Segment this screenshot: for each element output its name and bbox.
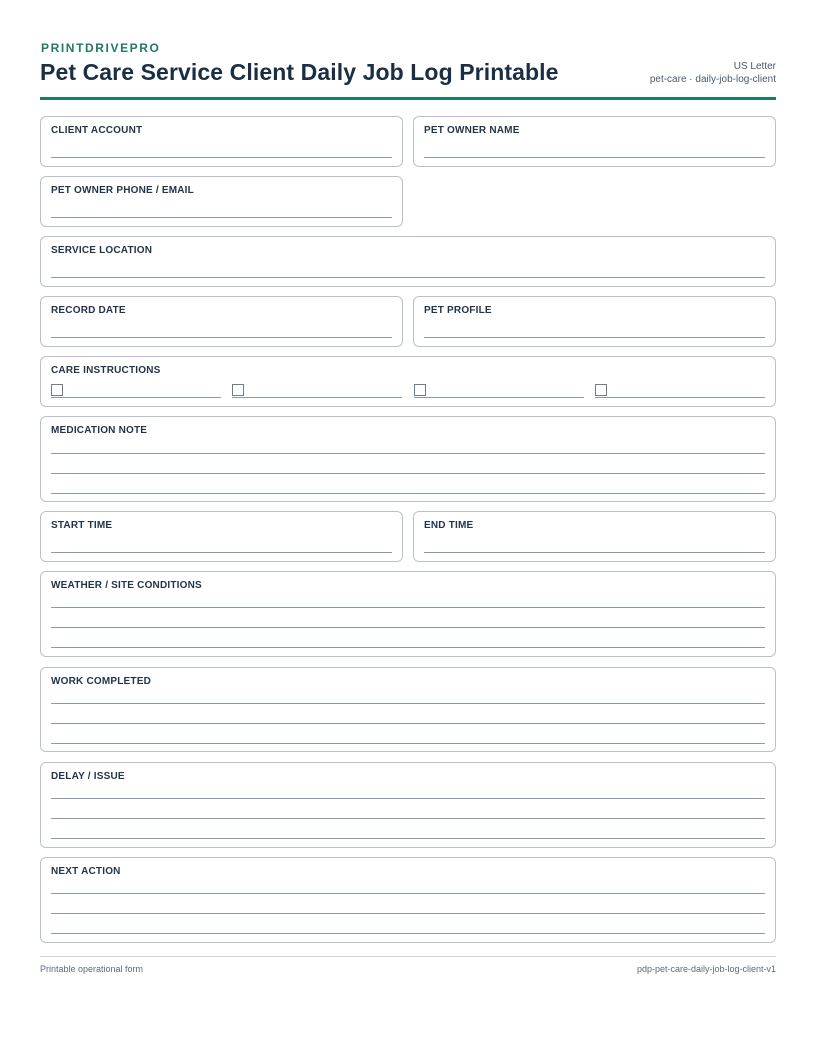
delay-issue-line[interactable] <box>51 818 765 819</box>
pet-profile-input-line[interactable] <box>424 337 765 338</box>
medication-note-line[interactable] <box>51 493 765 494</box>
care-instruction-item <box>232 383 402 398</box>
pet-profile-label: PET PROFILE <box>424 305 492 316</box>
work-completed-label: WORK COMPLETED <box>51 676 152 687</box>
medication-note-line[interactable] <box>51 453 765 454</box>
work-completed-line[interactable] <box>51 743 765 744</box>
next-action-box <box>40 857 776 943</box>
footer-divider <box>40 956 776 957</box>
end-time-input-line[interactable] <box>424 552 765 553</box>
start-time-label: START TIME <box>51 520 113 531</box>
medication-note-label: MEDICATION NOTE <box>51 425 148 436</box>
document-slug: pet-care · daily-job-log-client <box>649 74 776 85</box>
start-time-box <box>40 511 403 562</box>
work-completed-line[interactable] <box>51 703 765 704</box>
client-account-label: CLIENT ACCOUNT <box>51 125 143 136</box>
next-action-line[interactable] <box>51 893 765 894</box>
delay-issue-line[interactable] <box>51 838 765 839</box>
weather-site-label: WEATHER / SITE CONDITIONS <box>51 580 202 591</box>
start-time-input-line[interactable] <box>51 552 392 553</box>
care-instructions-box <box>40 356 776 407</box>
weather-site-line[interactable] <box>51 607 765 608</box>
medication-note-box <box>40 416 776 502</box>
pet-owner-name-box <box>413 116 776 167</box>
delay-issue-label: DELAY / ISSUE <box>51 771 125 782</box>
client-account-box <box>40 116 403 167</box>
brand-name: PRINTDRIVEPRO <box>41 41 161 55</box>
pet-owner-contact-label: PET OWNER PHONE / EMAIL <box>51 185 194 196</box>
care-instruction-checkbox[interactable] <box>414 384 426 396</box>
pet-profile-box <box>413 296 776 347</box>
page-title: Pet Care Service Client Daily Job Log Printable <box>40 59 559 85</box>
pet-owner-contact-input-line[interactable] <box>51 217 392 218</box>
delay-issue-box <box>40 762 776 848</box>
care-instructions-label: CARE INSTRUCTIONS <box>51 365 161 376</box>
paper-size: US Letter <box>733 61 776 72</box>
pet-owner-contact-box <box>40 176 403 227</box>
weather-site-box <box>40 571 776 657</box>
record-date-label: RECORD DATE <box>51 305 126 316</box>
document-meta <box>650 60 776 86</box>
next-action-line[interactable] <box>51 913 765 914</box>
service-location-box <box>40 236 776 287</box>
medication-note-line[interactable] <box>51 473 765 474</box>
care-instruction-item <box>595 383 765 398</box>
work-completed-box <box>40 667 776 752</box>
client-account-input-line[interactable] <box>51 157 392 158</box>
delay-issue-line[interactable] <box>51 798 765 799</box>
weather-site-line[interactable] <box>51 627 765 628</box>
work-completed-line[interactable] <box>51 723 765 724</box>
record-date-box <box>40 296 403 347</box>
service-location-label: SERVICE LOCATION <box>51 245 153 256</box>
next-action-label: NEXT ACTION <box>51 866 121 877</box>
end-time-box <box>413 511 776 562</box>
care-instruction-checkbox[interactable] <box>595 384 607 396</box>
next-action-line[interactable] <box>51 933 765 934</box>
footer-description: Printable operational form <box>40 964 144 974</box>
header-divider <box>40 97 776 100</box>
end-time-label: END TIME <box>424 520 474 531</box>
care-instruction-checkbox[interactable] <box>51 384 63 396</box>
care-instruction-item <box>414 383 584 398</box>
weather-site-line[interactable] <box>51 647 765 648</box>
footer-form-id: pdp-pet-care-daily-job-log-client-v1 <box>636 964 776 974</box>
care-instruction-checkbox[interactable] <box>232 384 244 396</box>
pet-owner-name-input-line[interactable] <box>424 157 765 158</box>
record-date-input-line[interactable] <box>51 337 392 338</box>
pet-owner-name-label: PET OWNER NAME <box>424 125 520 136</box>
care-instruction-item <box>51 383 221 398</box>
service-location-input-line[interactable] <box>51 277 765 278</box>
